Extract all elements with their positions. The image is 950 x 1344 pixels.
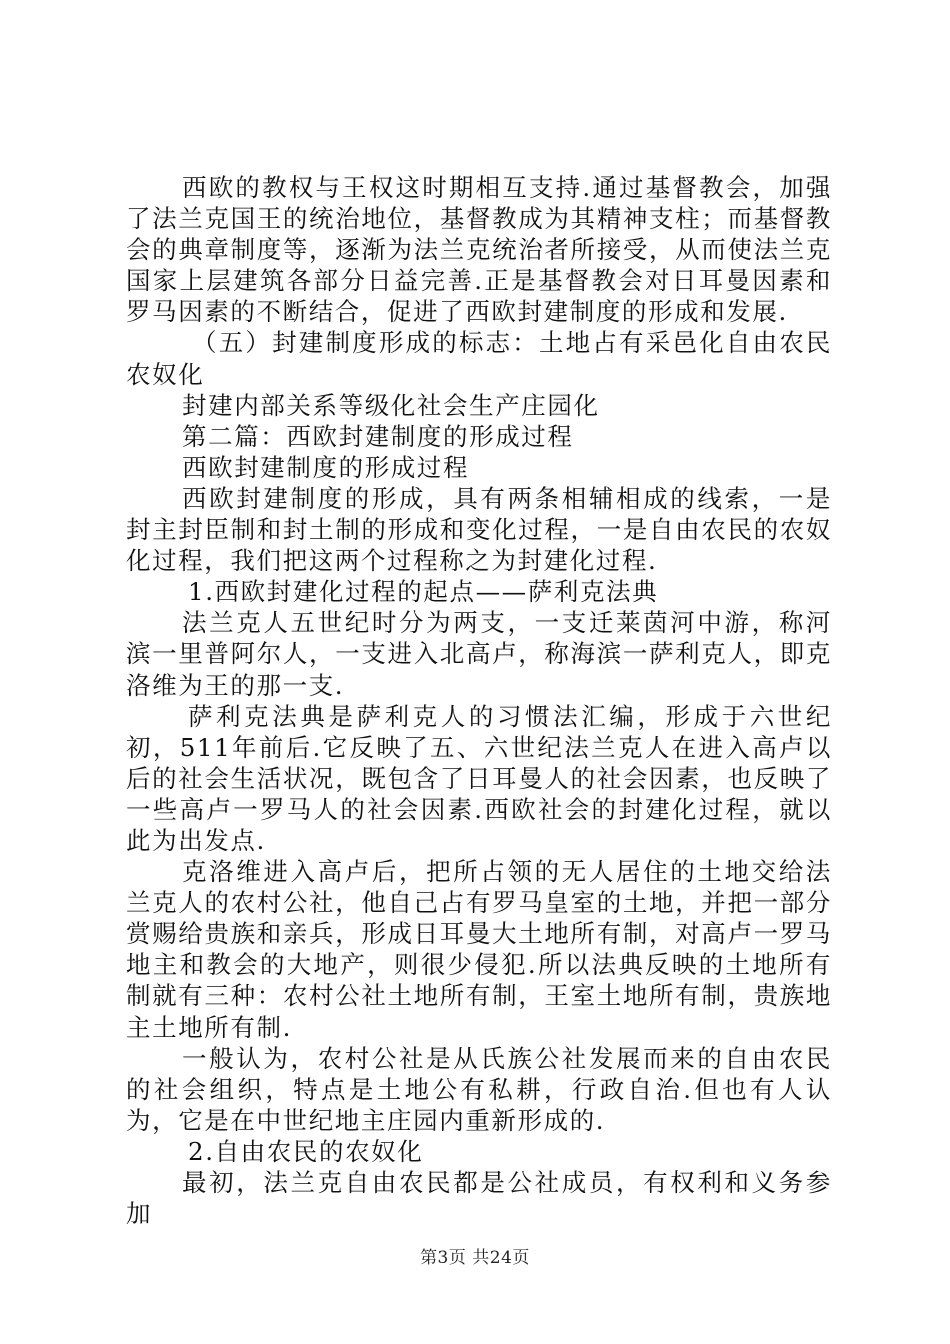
paragraph-4: 法兰克人五世纪时分为两支，一支迁莱茵河中游，称河滨一里普阿尔人，一支进入北高卢，称海滨一萨利克人，即克洛维为王的那一支. bbox=[126, 608, 832, 700]
chapter-title: 第二篇：西欧封建制度的形成过程 bbox=[182, 421, 574, 451]
paragraph-3: 西欧封建制度的形成，具有两条相辅相成的线索，一是封主封臣制和封土制的形成和变化过程，一是自由农民的农奴化过程，我们把这两个过程称之为封建化过程. bbox=[126, 483, 832, 576]
document-body bbox=[126, 172, 832, 1229]
section-heading-1: 1.西欧封建化过程的起点——萨利克法典 bbox=[188, 577, 659, 607]
paragraph-1: 西欧的教权与王权这时期相互支持.通过基督教会，加强了法兰克国王的统治地位，基督教成为其精神支柱；而基督教会的典章制度等，逐渐为法兰克统治者所接受，从而使法兰克国家上层建筑各部分日益完善.正是基督教会对日耳曼因素和罗马因素的不断结合，促进了西欧封建制度的形成和发展. bbox=[126, 173, 832, 327]
paragraph-7: 一般认为，农村公社是从氏族公社发展而来的自由农民的社会组织，特点是土地公有私耕，行政自治.但也有人认为，它是在中世纪地主庄园内重新形成的. bbox=[126, 1043, 832, 1135]
section-heading-5: （五）封建制度形成的标志：土地占有采邑化自由农民农奴化 bbox=[126, 328, 832, 389]
paragraph-8: 最初，法兰克自由农民都是公社成员，有权利和义务参加 bbox=[126, 1168, 832, 1229]
paragraph-2: 封建内部关系等级化社会生产庄园化 bbox=[182, 390, 600, 420]
paragraph-5: 萨利克法典是萨利克人的习惯法汇编，形成于六世纪初，511年前后.它反映了五、六世纪法兰克人在进入高卢以后的社会生活状况，既包含了日耳曼人的社会因素，也反映了一些高卢一罗马人的社会因素.西欧社会的封建化过程，就以此为出发点. bbox=[126, 701, 832, 855]
article-title: 西欧封建制度的形成过程 bbox=[182, 452, 470, 482]
page-number-footer: 第3页 共24页 bbox=[420, 1248, 530, 1268]
section-heading-2: 2.自由农民的农奴化 bbox=[188, 1136, 424, 1166]
paragraph-6: 克洛维进入高卢后，把所占领的无人居住的土地交给法兰克人的农村公社，他自己占有罗马皇室的土地，并把一部分赏赐给贵族和亲兵，形成日耳曼大土地所有制，对高卢一罗马地主和教会的大地产，则很少侵犯.所以法典反映的土地所有制就有三种：农村公社土地所有制，王室土地所有制，贵族地主土地所有制. bbox=[126, 857, 832, 1042]
